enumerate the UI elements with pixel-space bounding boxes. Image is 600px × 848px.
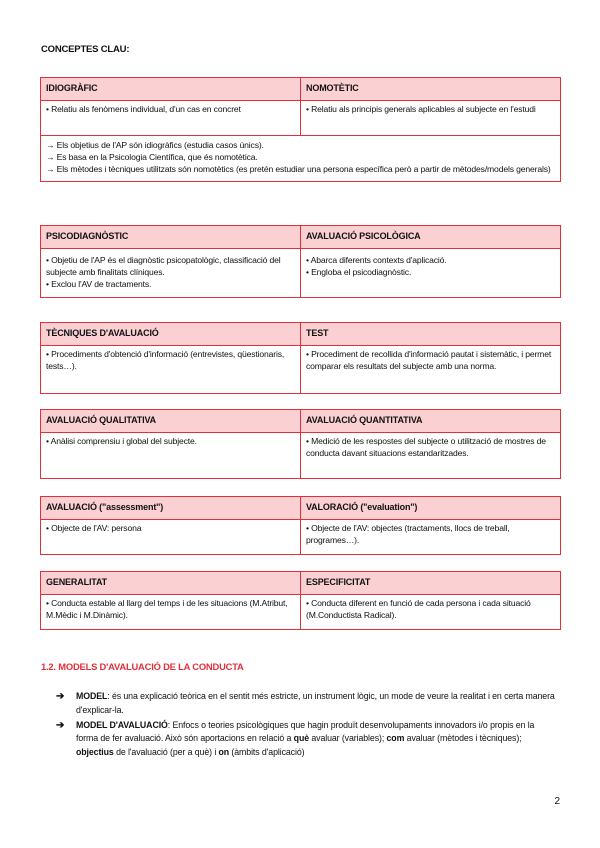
concept-table-tecniques-test [40, 322, 561, 394]
keyword: objectius [76, 747, 114, 758]
note-line: → Els mètodes i tècniques utilitzats són nomotètics (es pretén estudiar una persona específica però a partir de mètodes/models generals) [46, 163, 551, 174]
cell-line: • Objecte de l'AV: objectes (tractaments, llocs de treball, programes…). [306, 523, 510, 545]
concept-table-psicodiagnostic [40, 225, 561, 298]
cell-line: • Procediment de recollida d'informació pautat i sistemàtic, i permet comparar els resultats del subjecte amb una norma. [306, 349, 552, 371]
definition-text: : Enfocs o teories psicològiques que hagin produït desenvolupaments innovadors i/o propis en la forma de fer avaluació. Això són aportacions en relació a [76, 719, 535, 744]
cell-line: • Relatiu als principis generals aplicables al subjecte en l'estudi [306, 104, 536, 114]
concept-table-qualitativa-quantitativa [40, 409, 561, 479]
cell-line: • Anàlisi comprensiu i global del subjecte. [46, 436, 197, 446]
definition-text: de l'avaluació (per a què) i [113, 747, 219, 758]
list-item-model [56, 690, 556, 718]
term-model: MODEL [76, 691, 108, 701]
note-line: → Es basa en la Psicologia Científica, que és nomotètica. [46, 151, 258, 162]
table-header-left: PSICODIAGNÒSTIC [41, 226, 301, 249]
table-cell-left [41, 249, 301, 298]
table-cell-left [41, 101, 301, 136]
table-header-right: ESPECIFICITAT [301, 572, 561, 595]
table-header-right: AVALUACIÓ QUANTITATIVA [301, 410, 561, 433]
arrow-right-icon: ➔ [56, 691, 65, 702]
concept-table-assessment-evaluation [40, 496, 561, 555]
definition-text: avaluar (mètodes i tècniques); [404, 733, 522, 744]
table-cell-right [301, 346, 561, 394]
table-header-left: GENERALITAT [41, 572, 301, 595]
page-number: 2 [554, 796, 560, 807]
table-cell-right [301, 433, 561, 479]
table-cell-right [301, 520, 561, 555]
arrow-right-icon: ➔ [56, 719, 65, 731]
list-item-model-avaluacio [56, 719, 556, 760]
table-cell-left [41, 520, 301, 555]
table-cell-right [301, 249, 561, 298]
table-header-left: IDIOGRÀFIC [41, 78, 301, 101]
concept-table-idiografic-nomotetic [40, 77, 561, 182]
concept-table-generalitat-especificitat [40, 571, 561, 630]
table-cell-left [41, 433, 301, 479]
cell-line: • Abarca diferents contexts d'aplicació. [306, 255, 447, 265]
table-cell-left [41, 346, 301, 394]
keyword: on [218, 747, 230, 758]
table-header-left: AVALUACIÓ ("assessment") [41, 497, 301, 520]
keyword: com [386, 733, 405, 744]
keyword: què [293, 733, 310, 744]
table-cell-right [301, 101, 561, 136]
cell-line: • Procediments d'obtenció d'informació (entrevistes, qüestionaris, tests…). [46, 349, 285, 371]
cell-line: • Objetiu de l'AP és el diagnòstic psicopatològic, classificació del subjecte amb finalitats clíniques. [46, 255, 281, 277]
table-header-left: TÈCNIQUES D'AVALUACIÓ [41, 323, 301, 346]
definition-text: : és una explicació teòrica en el sentit més estricte, un instrument lògic, un mode de veure la realitat i en certa manera d'explicar-la. [76, 691, 555, 715]
table-header-left: AVALUACIÓ QUALITATIVA [41, 410, 301, 433]
note-line: → Els objetius de l'AP són idiogràfics (estudia casos únics). [46, 140, 264, 150]
table-cell-right [301, 595, 561, 630]
page-heading: CONCEPTES CLAU: [41, 44, 130, 55]
table-header-right: NOMOTÈTIC [301, 78, 561, 101]
cell-line: • Conducta diferent en funció de cada persona i cada situació (M.Conductista Radical). [306, 598, 531, 620]
cell-line: • Conducta estable al llarg del temps i de les situacions (M.Atribut, M.Mèdic i M.Dinàmic). [46, 598, 288, 620]
cell-line: • Engloba el psicodiagnòstic. [306, 266, 412, 277]
definition-text: avaluar (variables); [309, 733, 387, 744]
cell-line: • Medició de les respostes del subjecte o utilització de mostres de conducta davant situacions estandaritzades. [306, 436, 546, 458]
models-list [56, 690, 556, 761]
table-notes-cell [41, 136, 561, 182]
table-cell-left [41, 595, 301, 630]
table-header-right: TEST [301, 323, 561, 346]
definition-text: (àmbits d'aplicació) [229, 747, 305, 758]
term-model-avaluacio: MODEL D'AVALUACIÓ [76, 719, 168, 730]
table-header-right: AVALUACIÓ PSICOLÒGICA [301, 226, 561, 249]
cell-line: • Objecte de l'AV: persona [46, 523, 142, 533]
cell-line: • Exclou l'AV de tractaments. [46, 278, 152, 289]
table-header-right: VALORACIÓ ("evaluation") [301, 497, 561, 520]
section-title: 1.2. MODELS D'AVALUACIÓ DE LA CONDUCTA [41, 661, 244, 672]
cell-line: • Relatiu als fenòmens individual, d'un cas en concret [46, 104, 241, 114]
